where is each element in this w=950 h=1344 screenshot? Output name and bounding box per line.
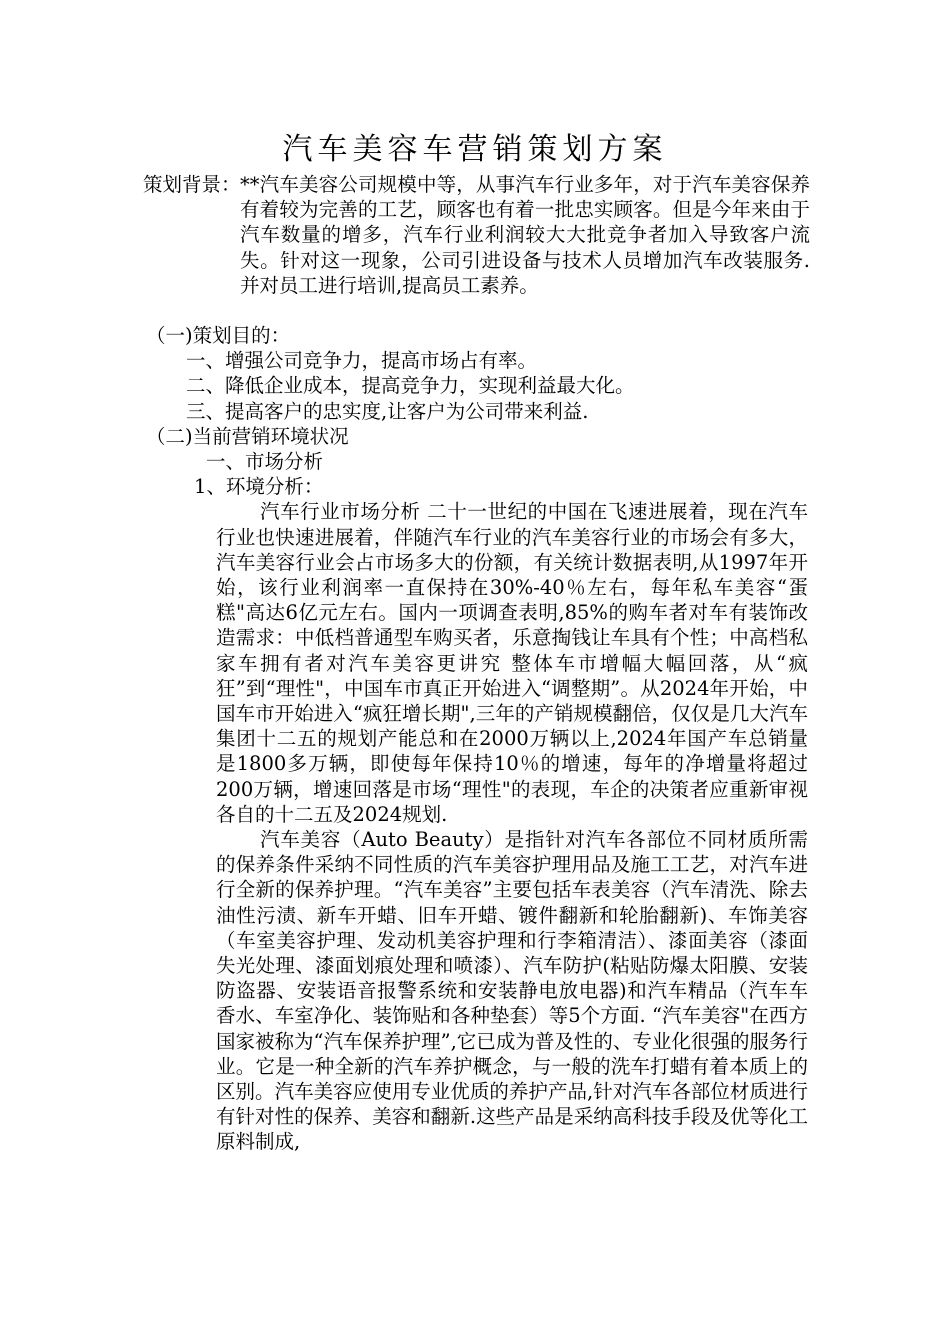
- purpose-item: 三、提高客户的忠实度,让客户为公司带来利益.: [186, 399, 589, 423]
- document-body: [0, 172, 950, 1155]
- section-heading-environment: （二)当前营销环境状况: [146, 424, 349, 448]
- purpose-item: 一、增强公司竞争力，提高市场占有率。: [186, 349, 538, 373]
- document-title: 汽车美容车营销策划方案: [282, 132, 668, 167]
- purpose-item: 二、降低企业成本，提高竞争力，实现利益最大化。: [186, 374, 635, 398]
- background-text: **汽车美容公司规模中等，从事汽车行业多年，对于汽车美容保养有着较为完善的工艺，顾客也有着一批忠实顾客。但是今年来由于汽车数量的增多，汽车行业利润较大大批竞争者加入导致客户流失。针对这一现象，公司引进设备与技术人员增加汽车改装服务.并对员工进行培训,提高员工素养。: [240, 173, 810, 297]
- background-section: [0, 172, 950, 323]
- paragraph-market-analysis: 汽车行业市场分析 二十一世纪的中国在飞速进展着，现在汽车行业也快速进展着，伴随汽车行业的汽车美容行业的市场会有多大，汽车美容行业会占市场多大的份额，有关统计数据表明,从1997年开始，该行业利润率一直保持在30%-40％左右，每年私车美容“蛋糕"高达6亿元左右。国内一项调查表明,85%的购车者对车有装饰改造需求：中低档普通型车购买者，乐意掏钱让车具有个性；中高档私家车拥有者对汽车美容更讲究 整体车市增幅大幅回落，从“疯狂”到“理性"，中国车市真正开始进入“调整期”。从2024年开始，中国车市开始进入“疯狂增长期",三年的产销规模翻倍，仅仅是几大汽车集团十二五的规划产能总和在2000万辆以上,2024年国产车总销量是1800多万辆，即使每年保持10％的增速，每年的净增量将超过200万辆，增速回落是市场“理性"的表现，车企的决策者应重新审视各自的十二五及2024规划.: [216, 500, 808, 826]
- section-heading-purpose: （一)策划目的：: [146, 324, 291, 347]
- subheading-environment-analysis: 1、环境分析：: [194, 475, 324, 499]
- subheading-market-analysis: 一、市场分析: [206, 449, 324, 473]
- paragraph-auto-beauty: 汽车美容（Auto Beauty）是指针对汽车各部位不同材质所需的保养条件采纳不同性质的汽车美容护理用品及施工工艺，对汽车进行全新的保养护理。“汽车美容”主要包括车表美容（汽车清洗、除去油性污渍、新车开蜡、旧车开蜡、镀件翻新和轮胎翻新)、车饰美容（车室美容护理、发动机美容护理和行李箱清洁）、漆面美容（漆面失光处理、漆面划痕处理和喷漆）、汽车防护(粘贴防爆太阳膜、安装防盗器、安装语音报警系统和安装静电放电器)和汽车精品（汽车车香水、车室净化、装饰贴和各种垫套）等5个方面. “汽车美容"在西方国家被称为“汽车保养护理”,它已成为普及性的、专业化很强的服务行业。它是一种全新的汽车养护概念，与一般的洗车打蜡有着本质上的区别。汽车美容应使用专业优质的养护产品,针对汽车各部位材质进行有针对性的保养、美容和翻新.这些产品是采纳高科技手段及优等化工原料制成,: [216, 827, 808, 1154]
- background-label: 策划背景：: [143, 173, 241, 196]
